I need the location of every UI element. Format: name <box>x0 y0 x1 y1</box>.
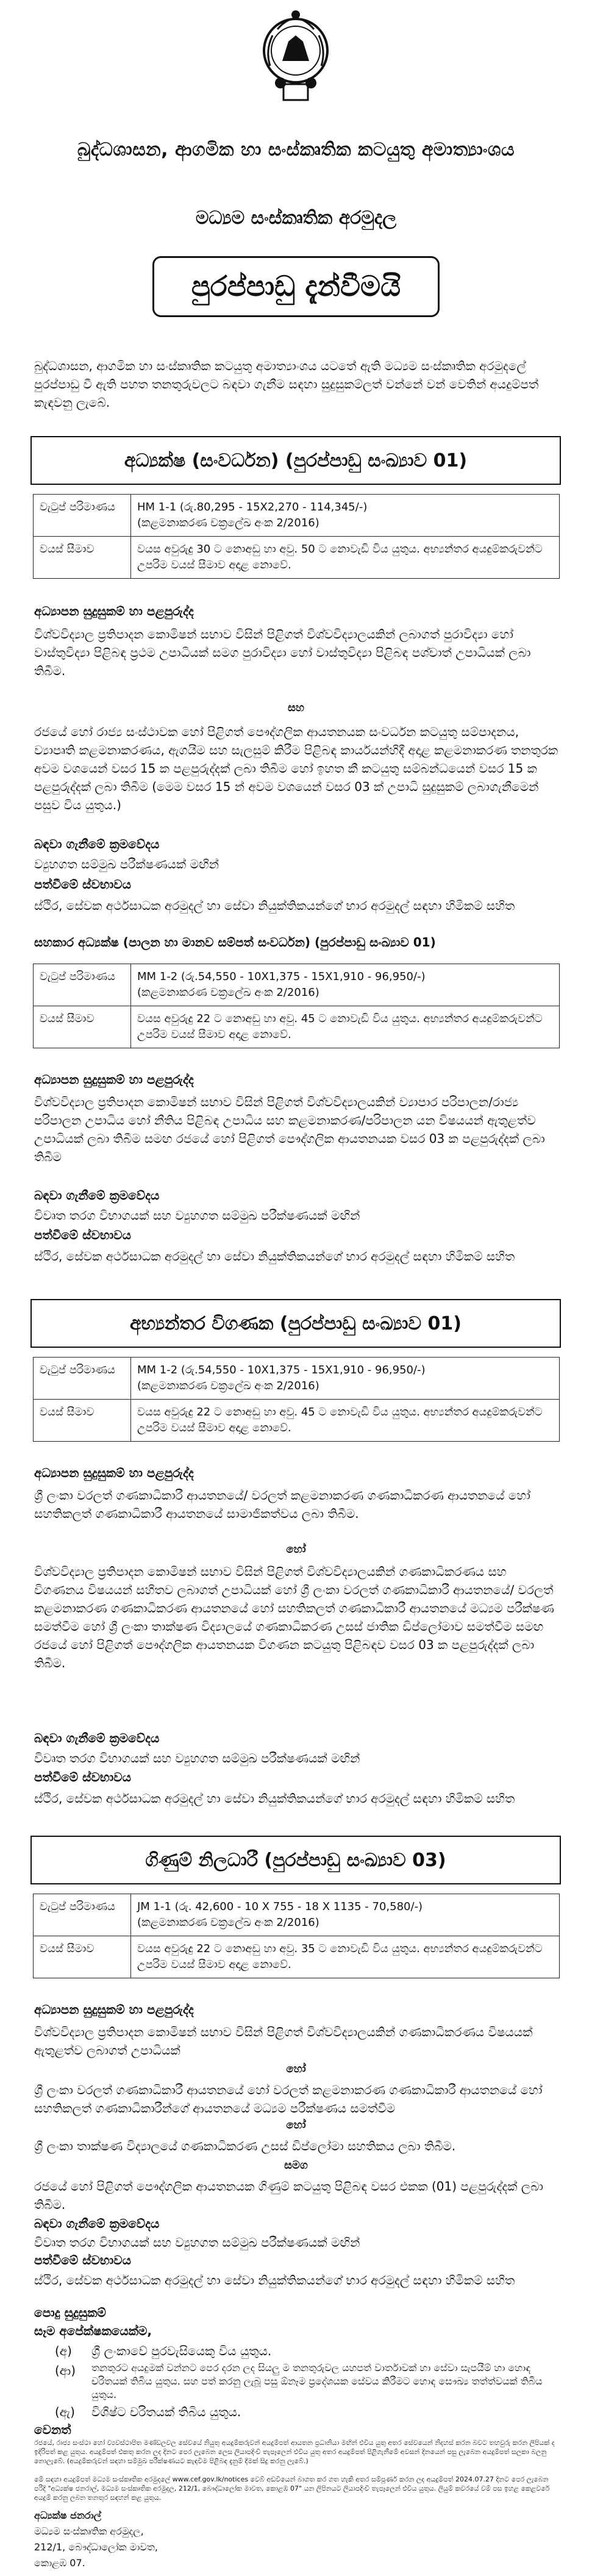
ministry-name: බුද්ධශාසන, ආගමික හා සංස්කෘතික කටයුතු අමාත්‍යාංශය <box>77 139 515 160</box>
post-info-table <box>33 964 560 1048</box>
qualification-text: විශ්වවිද්‍යාල ප්‍රතිපාදන කොමිෂන් සභාව විසින් පිළිගත් විශ්වවිද්‍යාලයකින් ගණකාධිකරණය විෂයයක් ඇතුළත්ව ලබාගත් උපාධියක් <box>34 2025 533 2058</box>
nature-text: ස්ථිර, සේවක අර්ථසාධක අරමුදල් හා සේවා නියුක්තිකයන්ගේ භාර අරමුදල් සඳහා හිමිකම් සහිත <box>34 2273 515 2288</box>
qualification-label: අධ්‍යාපන සුදුසුකම් හා පළපුරුද්ද <box>34 2002 194 2017</box>
general-item-number: (අ) <box>55 2344 72 2358</box>
method-label: බඳවා ගැනීමේ ක්‍රමවේදය <box>34 837 160 851</box>
nature-text: ස්ථිර, සේවක අර්ථසාධක අරමුදල් හා සේවා නියුක්තිකයන්ගේ භාර අරමුදල් සඳහා හිමිකම් සහිත <box>34 898 515 913</box>
conjunction: හෝ <box>286 2063 306 2075</box>
qualification-label: අධ්‍යාපන සුදුසුකම් හා පළපුරුද්ද <box>34 1072 194 1087</box>
conjunction: හෝ <box>286 1543 306 1556</box>
other-note: රජයේ, රාජ්‍ය සංස්ථා හෝ ව්‍යවස්ථාපිත මණ්ඩලවල සේවයේ නියුතු අයදුම්කරුවන් අයදුම්පත් ආයතන ප්‍රධානියා මඟින් එවිය යුතු අතර සේවයෙන් නිදහස් කරන බවට තහවුරු කරන ලිපියක් ද ඉදිරිපත් කළ යුතුය. අයදුම්පත් එකතු කරන ලද දිනට පෙර ලැබෙන ලෙස ලියාපදිංචි තැපෑලෙන් එවිය යුතු අතර අයදුම්පත් පිළිගැනීමේ අවසන් දිනයෙන් පසු ලැබෙන අයදුම්පත් සලකා බලනු නොලැබේ. (අයදුම්කරුවන් සඳහා සම්මුඛ පරීක්ෂණයට කැඳවීම පිළිබඳ දැනුම් දීමක් සිදු කරනු ලැබේ.) <box>34 2439 555 2465</box>
salary-value: HM 1-1 (රු.80,295 - 15X2,270 - 114,345/-) (කළමනාකරණ චක්‍රලේඛ අංක 2/2016) <box>131 495 560 537</box>
salary-label: වැටුප් පරිමාණය <box>34 495 131 537</box>
nature-label: පත්වීමේ ස්වභාවය <box>34 1770 131 1784</box>
conjunction: සමග <box>284 2159 308 2172</box>
general-item-text: ශ්‍රී ලංකාවේ පුරවැසියෙකු විය යුතුය. <box>91 2344 272 2358</box>
post-heading: ගිණුම් නිලධාරී (පුරප්පාඩු සංඛ්‍යාව 03) <box>30 1836 561 1884</box>
qualification-text: ශ්‍රී ලංකා වරලත් ගණකාධිකාරී ආයතනයේ/ වරලත් කළමනාකරණ ගණකාධිකරණ ආයතනයේ හෝ සහතිකලත් ගණකාධිකාරී ආයතනයේ සාමාජිකත්වය ලබා තිබීම. <box>34 1488 530 1521</box>
general-sub-label: සෑම අපේක්ෂකයෙක්ම, <box>34 2324 152 2338</box>
method-label: බඳවා ගැනීමේ ක්‍රමවේදය <box>34 1731 160 1745</box>
age-value: වයස අවුරුදු 30 ට නොඅඩු හා අවු. 50 ට නොවැඩි විය යුතුය. අභ්‍යන්තර අයදුම්කරුවන්ට උපරිම වයස් සීමාව අදාළ නොවේ. <box>131 537 560 579</box>
salary-value: MM 1-2 (රු.54,550 - 10X1,375 - 15X1,910 - 96,950/-) (කළමනාකරණ චක්‍රලේඛ අංක 2/2016) <box>131 964 560 1006</box>
general-item-number: (ආ) <box>55 2363 76 2378</box>
qualification-label: අධ්‍යාපන සුදුසුකම් හා පළපුරුද්ද <box>34 604 194 618</box>
salary-value: MM 1-2 (රු.54,550 - 10X1,375 - 15X1,910 - 96,950/-) (කළමනාකරණ චක්‍රලේඛ අංක 2/2016) <box>131 1358 560 1400</box>
application-note: මේ සඳහා අයදුම්පත් මධ්‍යම සංස්කෘතික අරමුදලේ www.cef.gov.lk/notices වෙබ් අඩවියෙන් බාගත කර ගත හැකි අතර සම්පූර්ණ කරන ලද අයදුම්පත් 2024.07.27 දිනට පෙර ලැබෙන පරිදි "අධ්‍යක්ෂ ජනරාල්, මධ්‍යම සංස්කෘතික අරමුදල, 212/1, බෞද්ධාලෝක මාවත, කොළඹ 07" යන ලිපිනයට ලියාපදිංචි තැපෑලෙන් එවිය යුතුය. ලියුම් කවරයේ වම් පස ඉහළ කෙළවරේ අයදුම් කරනු ලබන තනතුර සඳහන් කළ යුතුය. <box>34 2475 550 2502</box>
other-label: වෙනත් <box>34 2422 71 2437</box>
method-label: බඳවා ගැනීමේ ක්‍රමවේදය <box>34 1188 160 1203</box>
salary-label: වැටුප් පරිමාණය <box>34 1894 131 1936</box>
contact-line: 212/1, බෞද්ධාලෝක මාවත, <box>34 2541 159 2553</box>
post-heading: සහකාර අධ්‍යක්ෂ (පාලන හා මානව සම්පත් සංවර්ධන) (පුරප්පාඩු සංඛ්‍යාව 01) <box>34 935 436 950</box>
age-label: වයස් සීමාව <box>34 1006 131 1048</box>
contact-address <box>34 2508 158 2571</box>
age-label: වයස් සීමාව <box>34 1400 131 1442</box>
post-info-table <box>33 494 560 579</box>
qualification-text: විශ්වවිද්‍යාල ප්‍රතිපාදන කොමිෂන් සභාව විසින් පිළිගත් විශ්වවිද්‍යාලයකින් ලබාගත් පුරාවිද්‍යා හෝ වාස්තුවිද්‍යා පිළිබඳ ප්‍රථම උපාධියක් සමග පුරාවිද්‍යා හෝ වාස්තුවිද්‍යා පිළිබඳ පශ්චාත් උපාධියක් ලබා තිබීම. <box>34 627 531 678</box>
age-label: වයස් සීමාව <box>34 537 131 579</box>
general-item-text: තනතුරට අයදුමක් වන්නට පෙර දරන ලද සියලු ම තනතුරුවල යහපත් වාර්තාවක් හා සේවා සැපයීම් හා හොඳ චරිතයක් තිබිය යුතුය. සහ පත් කරනු ලැබූ පසු ඕනෑම ප්‍රදේශයක සේවය කිරීමට හොඳ සෞඛ්‍ය තත්ත්වයක් තිබිය යුතුය. <box>91 2362 543 2400</box>
conjunction: සහ <box>287 701 305 714</box>
contact-line: මධ්‍යම සංස්කෘතික අරමුදල, <box>34 2525 144 2537</box>
conjunction: හෝ <box>286 2119 306 2131</box>
nature-text: ස්ථිර, සේවක අර්ථසාධක අරමුදල් හා සේවා නියුක්තිකයන්ගේ භාර අරමුදල් සඳහා හිමිකම් සහිත <box>34 1791 515 1806</box>
nature-label: පත්වීමේ ස්වභාවය <box>34 2253 131 2267</box>
qualification-text: විශ්වවිද්‍යාල ප්‍රතිපාදන කොමිෂන් සභාව විසින් පිළිගත් විශ්වවිද්‍යාලයකින් ව්‍යාපාර පරිපාලන/රාජ්‍ය පරිපාලන උපාධිය හෝ නීතිය පිළිබඳ උපාධිය සහ කළමනාකරණ/පරිපාලන යන විෂයයන් ඇතුළත්ව උපාධියක් ලබා තිබීම සමඟ රජයේ හෝ පිළිගත් පෞද්ගලික ආයතනයක වසර 03 ක පළපුරුද්දක් ලබා තිබීම <box>34 1095 545 1164</box>
sri-lanka-emblem-icon <box>259 5 332 106</box>
age-value: වයස අවුරුදු 22 ට නොඅඩු හා අවු. 35 ට නොවැඩි විය යුතුය. අභ්‍යන්තර අයදුම්කරුවන්ට උපරිම වයස් සීමාව අදාළ නොවේ. <box>131 1936 560 1978</box>
nature-label: පත්වීමේ ස්වභාවය <box>34 1228 131 1242</box>
notice-title: පුරප්පාඩු දැන්වීමයි <box>152 256 440 317</box>
fund-name: මධ්‍යම සංස්කෘතික අරමුදල <box>195 207 397 229</box>
general-label: පොදු සුදුසුකම් <box>34 2305 106 2320</box>
qualification-text: විශ්වවිද්‍යාල ප්‍රතිපාදන කොමිෂන් සභාව විසින් පිළිගත් විශ්වවිද්‍යාලයකින් ගණකාධිකරණය සහ විගණනය විෂයයන් සහිතව ලබාගත් උපාධියක් හෝ ශ්‍රී ලංකා වරලත් ගණකාධිකාරී ආයතනයේ/ වරලත් කළමනාකරණ ගණකාධිකරණ ආයතනයේ හෝ සහතිකලත් ගණකාධිකාරී ආයතනයේ මධ්‍යම පරීක්ෂණ සමත්වීම හෝ ශ්‍රී ලංකා තාක්ෂණ විද්‍යාලයේ ගණකාධිකරණ උසස් ජාතික ඩිප්ලෝමාව සමත්වීම සමඟ රජයේ හෝ පිළිගත් පෞද්ගලික ආයතනයක විගණන කටයුතු පිළිබඳව වසර 03 ක පළපුරුද්දක් ලබා තිබීම. <box>34 1564 554 1670</box>
qualification-text: ශ්‍රී ලංකා තාක්ෂණ විද්‍යාලයේ ගණකාධිකරණ උසස් ඩිප්ලෝමා සහතිකය ලබා තිබීම. <box>34 2139 456 2153</box>
contact-line: අධ්‍යක්ෂ ජනරාල් <box>34 2510 102 2521</box>
post-info-table <box>33 1894 560 1978</box>
age-value: වයස අවුරුදු 22 ට නොඅඩු හා අවු. 45 ට නොවැඩි විය යුතුය. අභ්‍යන්තර අයදුම්කරුවන්ට උපරිම වයස් සීමාව අදාළ නොවේ. <box>131 1400 560 1442</box>
post-heading: අධ්‍යක්ෂ (සංවර්ධන) (පුරප්පාඩු සංඛ්‍යාව 01) <box>30 436 561 485</box>
nature-label: පත්වීමේ ස්වභාවය <box>34 877 131 892</box>
general-item-number: (ඇ) <box>55 2405 75 2419</box>
age-label: වයස් සීමාව <box>34 1936 131 1978</box>
method-text: විවෘත තරග විභාගයක් සහ ව්‍යුහගත සම්මුඛ පරීක්ෂණයක් මඟින් <box>34 1751 360 1766</box>
salary-value: JM 1-1 (රු. 42,600 - 10 X 755 - 18 X 1135 - 70,580/-) (කළමනාකරණ චක්‍රලේඛ අංක 2/2016) <box>131 1894 560 1936</box>
age-value: වයස අවුරුදු 22 ට නොඅඩු හා අවු. 45 ට නොවැඩි විය යුතුය. අභ්‍යන්තර අයදුම්කරුවන්ට උපරිම වයස් සීමාව අදාළ නොවේ. <box>131 1006 560 1048</box>
qualification-text: ශ්‍රී ලංකා වරලත් ගණකාධිකාරී ආයතනයේ හෝ වරලත් කළමනාකරණ ගණකාධිකාරී ආයතනයේ හෝ සහතිකලත් ගණකාධිකාරීන්ගේ ආයතනයේ මධ්‍යම පරීක්ෂණය සමත්වීම <box>34 2083 543 2116</box>
contact-line: කොළඹ 07. <box>34 2557 85 2569</box>
method-text: ව්‍යුහගත සම්මුඛ පරීක්ෂණයක් මඟින් <box>34 857 219 871</box>
method-label: බඳවා ගැනීමේ ක්‍රමවේදය <box>34 2216 160 2231</box>
qualification-text: රජයේ හෝ රාජ්‍ය සංස්ථාවක හෝ පිළිගත් පෞද්ගලික ආයතනයක සංවර්ධන කටයුතු සම්පාදනය, ව්‍යාපෘති කළමනාකරණය, ඇගයීම සහ සැලසුම් කිරීම පිළිබඳ කාර්යයන්හිදී අදාළ කළමනාකරණ තනතුරක අවම වශයෙන් වසර 15 ක පළපුරුද්දක් ලබා තිබීම හෝ ඉහත කී කටයුතු සම්බන්ධයෙන් වසර 15 ක පළපුරුද්දක් ලබා තිබීම (මෙම වසර 15 න් අවම වශයෙන් වසර 03 ක් උපාධි සුදුසුකම් ලබාගැනීමෙන් පසුව විය යුතුය.) <box>34 724 558 812</box>
salary-label: වැටුප් පරිමාණය <box>34 1358 131 1400</box>
method-text: විවෘත තරග විභාගයක් සහ ව්‍යුහගත සම්මුඛ පරීක්ෂණයක් මඟින් <box>34 2235 360 2250</box>
method-text: විවෘත තරග විභාගයක් සහ ව්‍යුහගත සම්මුඛ පරීක්ෂණයක් මඟින් <box>34 1208 360 1223</box>
general-item-text: විශිෂ්ට චරිතයක් තිබිය යුතුය. <box>91 2405 241 2419</box>
post-info-table <box>33 1357 560 1442</box>
qualification-label: අධ්‍යාපන සුදුසුකම් හා පළපුරුද්ද <box>34 1465 194 1480</box>
post-heading: අභ්‍යන්තර විගණක (පුරප්පාඩු සංඛ්‍යාව 01) <box>30 1299 561 1348</box>
qualification-text: රජයේ හෝ පිළිගත් පෞද්ගලික ආයතනයක ගිණුම් කටයුතු පිළිබඳ වසර එකක (01) පළපුරුද්දක් ලබා තිබීම. <box>34 2179 543 2212</box>
intro-paragraph: බුද්ධශාසන, ආගමික හා සංස්කෘතික කටයුතු අමාත්‍යාංශය යටතේ ඇති මධ්‍යම සංස්කෘතික අරමුදලේ පුරප්පාඩු වී ඇති පහත තනතුරුවලට බඳවා ගැනීම සඳහා සුදුසුකම්ලත් වන්නේ වන් වෙතින් අයදුම්පත් කැඳවනු ලැබේ. <box>34 359 539 410</box>
nature-text: ස්ථිර, සේවක අර්ථසාධක අරමුදල් හා සේවා නියුක්තිකයන්ගේ භාර අරමුදල් සඳහා හිමිකම් සහිත <box>34 1249 515 1264</box>
salary-label: වැටුප් පරිමාණය <box>34 964 131 1006</box>
